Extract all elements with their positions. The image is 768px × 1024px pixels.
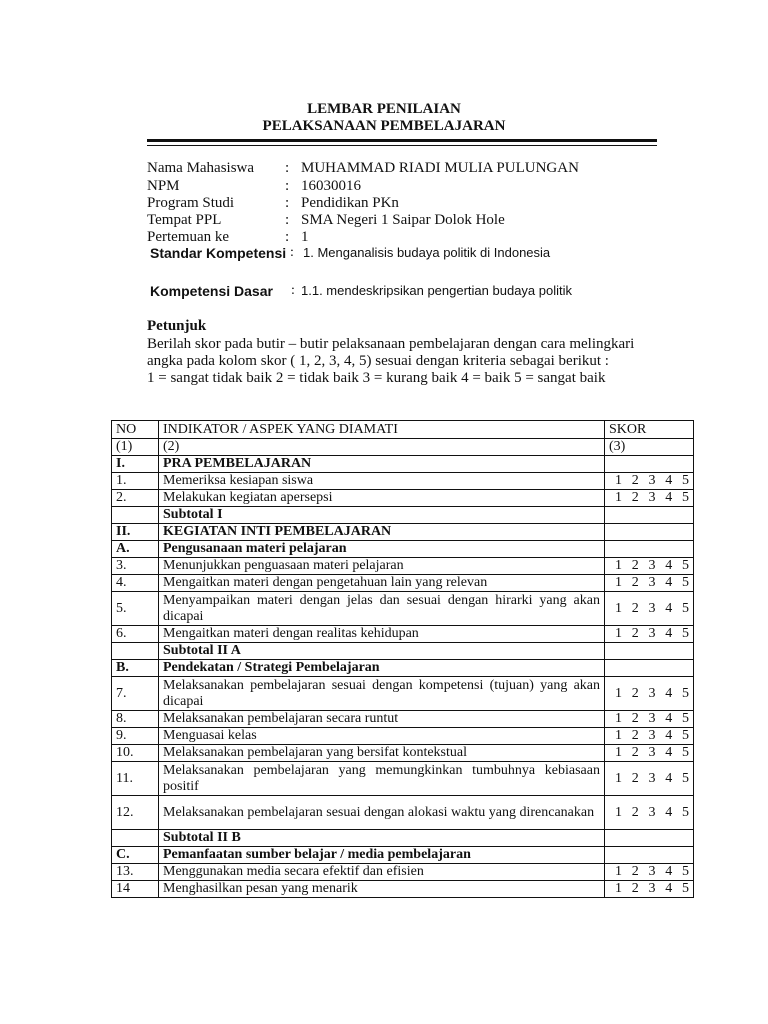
row-indicator: Mengaitkan materi dengan pengetahuan lain yang relevan bbox=[159, 575, 605, 592]
score-option[interactable]: 3 bbox=[648, 685, 656, 701]
standar-kompetensi bbox=[150, 245, 551, 263]
table-row bbox=[112, 677, 694, 711]
score-option[interactable]: 5 bbox=[682, 473, 689, 488]
score-option[interactable]: 5 bbox=[682, 804, 689, 820]
petunjuk-line: 1 = sangat tidak baik 2 = tidak baik 3 = kurang baik 4 = baik 5 = sangat baik bbox=[147, 370, 606, 386]
score-option[interactable]: 4 bbox=[665, 473, 673, 488]
table-header-row bbox=[112, 421, 694, 439]
document-subtitle: PELAKSANAAN PEMBELAJARAN bbox=[262, 118, 506, 134]
score-option[interactable]: 1 bbox=[615, 881, 622, 896]
score-option[interactable]: 3 bbox=[648, 881, 656, 896]
row-score bbox=[605, 490, 694, 507]
score-option[interactable]: 4 bbox=[665, 864, 673, 879]
score-options bbox=[609, 745, 689, 761]
score-options bbox=[609, 771, 689, 787]
subtotal-row bbox=[112, 507, 694, 524]
row-number bbox=[112, 507, 159, 524]
score-option[interactable]: 2 bbox=[631, 804, 639, 820]
row-score bbox=[605, 728, 694, 745]
table-row bbox=[112, 558, 694, 575]
table-row bbox=[112, 728, 694, 745]
section-row bbox=[112, 541, 694, 558]
row-indicator: Menghasilkan pesan yang menarik bbox=[159, 881, 605, 898]
score-option[interactable]: 5 bbox=[682, 881, 689, 896]
score-option[interactable]: 5 bbox=[682, 558, 689, 573]
score-option[interactable]: 2 bbox=[631, 626, 639, 641]
score-option[interactable]: 2 bbox=[631, 770, 639, 786]
row-indicator: Melakukan kegiatan apersepsi bbox=[159, 490, 605, 507]
score-option[interactable]: 2 bbox=[631, 685, 639, 701]
row-score bbox=[605, 830, 694, 847]
row-score bbox=[605, 541, 694, 558]
table-row bbox=[112, 473, 694, 490]
petunjuk-title: Petunjuk bbox=[147, 318, 207, 334]
score-option[interactable]: 2 bbox=[631, 490, 639, 505]
row-indicator: Memeriksa kesiapan siswa bbox=[159, 473, 605, 490]
row-number: 14 bbox=[112, 881, 159, 898]
petunjuk-line: Berilah skor pada butir – butir pelaksanaan pembelajaran dengan cara melingkari bbox=[147, 336, 635, 352]
info-colon: : bbox=[285, 195, 290, 211]
row-number: 4. bbox=[112, 575, 159, 592]
colnum-skor: (3) bbox=[605, 439, 694, 456]
header-indikator: INDIKATOR / ASPEK YANG DIAMATI bbox=[159, 421, 605, 439]
score-option[interactable]: 3 bbox=[648, 626, 656, 641]
row-number: 11. bbox=[112, 762, 159, 796]
row-score bbox=[605, 711, 694, 728]
score-option[interactable]: 2 bbox=[631, 473, 639, 488]
row-indicator: PRA PEMBELAJARAN bbox=[159, 456, 605, 473]
score-options bbox=[609, 601, 689, 617]
colnum-no: (1) bbox=[112, 439, 159, 456]
table-row bbox=[112, 762, 694, 796]
info-value: MUHAMMAD RIADI MULIA PULUNGAN bbox=[301, 160, 579, 176]
score-option[interactable]: 1 bbox=[615, 575, 622, 590]
row-score bbox=[605, 745, 694, 762]
info-label: Nama Mahasiswa bbox=[147, 160, 255, 176]
info-colon: : bbox=[285, 229, 290, 245]
score-option[interactable]: 3 bbox=[648, 770, 656, 786]
score-option[interactable]: 3 bbox=[648, 490, 656, 505]
row-indicator: Pendekatan / Strategi Pembelajaran bbox=[159, 660, 605, 677]
info-label: Program Studi bbox=[147, 195, 235, 211]
row-score bbox=[605, 881, 694, 898]
score-option[interactable]: 4 bbox=[665, 804, 673, 820]
score-option[interactable]: 3 bbox=[648, 558, 656, 573]
table-colnum-row bbox=[112, 439, 694, 456]
row-indicator: Mengaitkan materi dengan realitas kehidupan bbox=[159, 626, 605, 643]
score-option[interactable]: 2 bbox=[631, 711, 639, 726]
kompetensi-dasar bbox=[150, 283, 573, 301]
row-indicator: Menyampaikan materi dengan jelas dan sesuai dengan hirarki yang akan dicapai bbox=[159, 592, 605, 626]
info-value: SMA Negeri 1 Saipar Dolok Hole bbox=[301, 212, 505, 228]
kompetensi-colon: : bbox=[291, 283, 295, 298]
table-row bbox=[112, 490, 694, 507]
score-option[interactable]: 2 bbox=[631, 728, 639, 743]
score-option[interactable]: 3 bbox=[648, 600, 656, 616]
score-option[interactable]: 1 bbox=[615, 728, 622, 743]
row-indicator: Subtotal II B bbox=[159, 830, 605, 847]
info-colon: : bbox=[285, 178, 290, 194]
kompetensi-label: Kompetensi Dasar bbox=[150, 283, 273, 299]
score-option[interactable]: 4 bbox=[665, 575, 673, 590]
section-row bbox=[112, 524, 694, 541]
kompetensi-value: 1.1. mendeskripsikan pengertian budaya politik bbox=[301, 283, 573, 298]
section-row bbox=[112, 847, 694, 864]
score-option[interactable]: 1 bbox=[615, 685, 622, 701]
score-options bbox=[609, 686, 689, 702]
header-skor: SKOR bbox=[605, 421, 694, 439]
info-label: NPM bbox=[147, 178, 180, 194]
standar-value: 1. Menganalisis budaya politik di Indonesia bbox=[303, 245, 551, 260]
score-option[interactable]: 1 bbox=[615, 558, 622, 573]
score-option[interactable]: 5 bbox=[682, 490, 689, 505]
score-option[interactable]: 3 bbox=[648, 711, 656, 726]
row-score bbox=[605, 677, 694, 711]
section-row bbox=[112, 456, 694, 473]
score-option[interactable]: 5 bbox=[682, 728, 689, 743]
info-value: 16030016 bbox=[301, 178, 361, 194]
row-score bbox=[605, 762, 694, 796]
score-option[interactable]: 1 bbox=[615, 600, 622, 616]
row-score bbox=[605, 456, 694, 473]
standar-label: Standar Kompetensi bbox=[150, 245, 287, 261]
score-option[interactable]: 2 bbox=[631, 864, 639, 879]
table-row bbox=[112, 575, 694, 592]
score-option[interactable]: 3 bbox=[648, 575, 656, 590]
score-option[interactable]: 4 bbox=[665, 745, 673, 760]
score-options bbox=[609, 490, 689, 506]
row-number: 9. bbox=[112, 728, 159, 745]
row-indicator: Menunjukkan penguasaan materi pelajaran bbox=[159, 558, 605, 575]
score-option[interactable]: 2 bbox=[631, 575, 639, 590]
score-option[interactable]: 1 bbox=[615, 864, 622, 879]
score-option[interactable]: 5 bbox=[682, 711, 689, 726]
score-option[interactable]: 3 bbox=[648, 728, 656, 743]
info-colon: : bbox=[285, 212, 290, 228]
row-indicator: Menguasai kelas bbox=[159, 728, 605, 745]
row-number: 10. bbox=[112, 745, 159, 762]
row-indicator: KEGIATAN INTI PEMBELAJARAN bbox=[159, 524, 605, 541]
row-indicator: Subtotal II A bbox=[159, 643, 605, 660]
score-option[interactable]: 1 bbox=[615, 804, 622, 820]
row-score bbox=[605, 796, 694, 830]
score-options bbox=[609, 864, 689, 880]
score-options bbox=[609, 626, 689, 642]
row-score bbox=[605, 575, 694, 592]
document-title: LEMBAR PENILAIAN bbox=[307, 101, 461, 117]
score-option[interactable]: 1 bbox=[615, 473, 622, 488]
row-score bbox=[605, 524, 694, 541]
score-option[interactable]: 1 bbox=[615, 626, 622, 641]
score-option[interactable]: 5 bbox=[682, 745, 689, 760]
score-option[interactable]: 2 bbox=[631, 600, 639, 616]
row-indicator: Pemanfaatan sumber belajar / media pembelajaran bbox=[159, 847, 605, 864]
table-row bbox=[112, 796, 694, 830]
score-option[interactable]: 5 bbox=[682, 770, 689, 786]
score-option[interactable]: 5 bbox=[682, 685, 689, 701]
row-score bbox=[605, 473, 694, 490]
row-score bbox=[605, 592, 694, 626]
row-number: 1. bbox=[112, 473, 159, 490]
row-score bbox=[605, 507, 694, 524]
score-option[interactable]: 2 bbox=[631, 745, 639, 760]
row-indicator: Melaksanakan pembelajaran sesuai dengan kompetensi (tujuan) yang akan dicapai bbox=[159, 677, 605, 711]
row-number: 5. bbox=[112, 592, 159, 626]
row-number: A. bbox=[112, 541, 159, 558]
colnum-indikator: (2) bbox=[159, 439, 605, 456]
score-option[interactable]: 1 bbox=[615, 711, 622, 726]
row-number: B. bbox=[112, 660, 159, 677]
table-row bbox=[112, 745, 694, 762]
score-options bbox=[609, 881, 689, 897]
score-option[interactable]: 4 bbox=[665, 728, 673, 743]
score-option[interactable]: 3 bbox=[648, 473, 656, 488]
score-option[interactable]: 3 bbox=[648, 745, 656, 760]
score-option[interactable]: 4 bbox=[665, 711, 673, 726]
row-score bbox=[605, 626, 694, 643]
score-option[interactable]: 4 bbox=[665, 558, 673, 573]
table-row bbox=[112, 864, 694, 881]
row-number bbox=[112, 830, 159, 847]
row-number: C. bbox=[112, 847, 159, 864]
row-indicator: Melaksanakan pembelajaran yang memungkinkan tumbuhnya kebiasaan positif bbox=[159, 762, 605, 796]
row-number: 8. bbox=[112, 711, 159, 728]
row-number: II. bbox=[112, 524, 159, 541]
row-score bbox=[605, 643, 694, 660]
score-option[interactable]: 5 bbox=[682, 575, 689, 590]
row-indicator: Subtotal I bbox=[159, 507, 605, 524]
row-indicator: Melaksanakan pembelajaran yang bersifat kontekstual bbox=[159, 745, 605, 762]
title-rule-thick bbox=[147, 139, 657, 142]
table-row bbox=[112, 626, 694, 643]
score-option[interactable]: 4 bbox=[665, 685, 673, 701]
info-label: Tempat PPL bbox=[147, 212, 222, 228]
row-score bbox=[605, 558, 694, 575]
info-label: Pertemuan ke bbox=[147, 229, 230, 245]
score-option[interactable]: 5 bbox=[682, 600, 689, 616]
row-number: 3. bbox=[112, 558, 159, 575]
row-number: 13. bbox=[112, 864, 159, 881]
row-score bbox=[605, 847, 694, 864]
subtotal-row bbox=[112, 830, 694, 847]
table-row bbox=[112, 711, 694, 728]
score-option[interactable]: 5 bbox=[682, 864, 689, 879]
petunjuk-line: angka pada kolom skor ( 1, 2, 3, 4, 5) sesuai dengan kriteria sebagai berikut : bbox=[147, 353, 609, 369]
row-score bbox=[605, 660, 694, 677]
row-number bbox=[112, 643, 159, 660]
header-no: NO bbox=[112, 421, 159, 439]
score-option[interactable]: 3 bbox=[648, 864, 656, 879]
score-option[interactable]: 2 bbox=[631, 881, 639, 896]
score-option[interactable]: 4 bbox=[665, 490, 673, 505]
section-row bbox=[112, 660, 694, 677]
score-option[interactable]: 4 bbox=[665, 881, 673, 896]
score-option[interactable]: 4 bbox=[665, 770, 673, 786]
score-option[interactable]: 3 bbox=[648, 804, 656, 820]
row-number: 2. bbox=[112, 490, 159, 507]
row-indicator: Melaksanakan pembelajaran sesuai dengan alokasi waktu yang direncanakan bbox=[159, 796, 605, 830]
info-value: 1 bbox=[301, 229, 309, 245]
score-option[interactable]: 1 bbox=[615, 745, 622, 760]
score-options bbox=[609, 473, 689, 489]
standar-colon: : bbox=[290, 245, 294, 260]
info-colon: : bbox=[285, 160, 290, 176]
row-number: 7. bbox=[112, 677, 159, 711]
score-option[interactable]: 5 bbox=[682, 626, 689, 641]
row-indicator: Melaksanakan pembelajaran secara runtut bbox=[159, 711, 605, 728]
score-options bbox=[609, 728, 689, 744]
row-number: I. bbox=[112, 456, 159, 473]
score-option[interactable]: 1 bbox=[615, 770, 622, 786]
table-row bbox=[112, 881, 694, 898]
table-row bbox=[112, 592, 694, 626]
subtotal-row bbox=[112, 643, 694, 660]
score-option[interactable]: 1 bbox=[615, 490, 622, 505]
score-option[interactable]: 2 bbox=[631, 558, 639, 573]
title-rule-thin bbox=[147, 145, 657, 146]
row-number: 12. bbox=[112, 796, 159, 830]
row-number: 6. bbox=[112, 626, 159, 643]
score-options bbox=[609, 805, 689, 821]
score-options bbox=[609, 558, 689, 574]
score-option[interactable]: 4 bbox=[665, 626, 673, 641]
row-indicator: Menggunakan media secara efektif dan efisien bbox=[159, 864, 605, 881]
row-score bbox=[605, 864, 694, 881]
score-options bbox=[609, 711, 689, 727]
score-options bbox=[609, 575, 689, 591]
row-indicator: Pengusanaan materi pelajaran bbox=[159, 541, 605, 558]
assessment-table bbox=[111, 420, 694, 898]
score-option[interactable]: 4 bbox=[665, 600, 673, 616]
info-value: Pendidikan PKn bbox=[301, 195, 399, 211]
